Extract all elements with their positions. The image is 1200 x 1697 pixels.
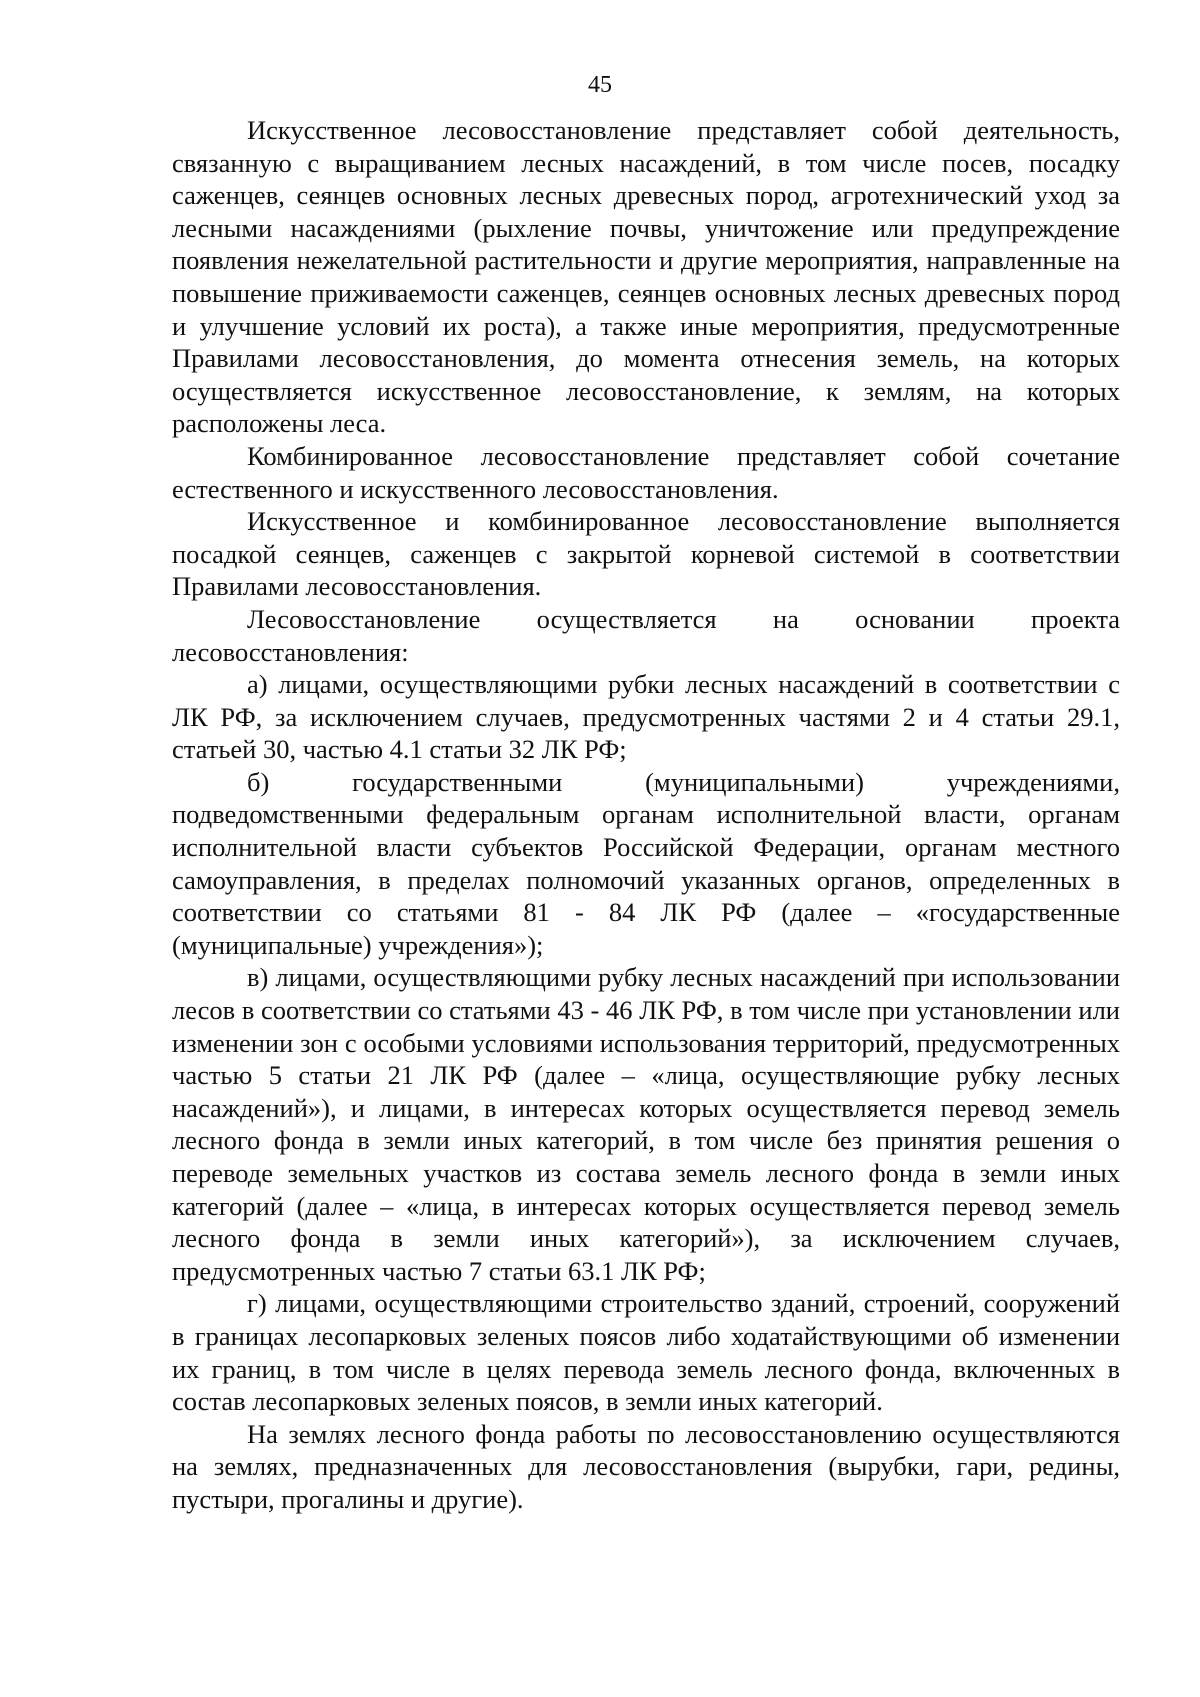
paragraph-forest-fund-lands: На землях лесного фонда работы по лесовосстановлению осуществляются на землях, предназначенных для лесовосстановления (вырубки, гари, редины, пустыри, прогалины и другие). [172, 1418, 1120, 1514]
paragraph-planting-method: Искусственное и комбинированное лесовосстановление выполняется посадкой сеянцев, саженцев с закрытой корневой системой в соответствии Правилами лесовосстановления. [172, 506, 1120, 602]
list-item-a: а) лицами, осуществляющими рубки лесных насаждений в соответствии с ЛК РФ, за исключением случаев, предусмотренных частями 2 и 4 статьи 29.1, статьей 30, частью 4.1 статьи 32 ЛК РФ; [172, 669, 1120, 765]
paragraph-artificial-reforestation: Искусственное лесовосстановление представляет собой деятельность, связанную с выращиванием лесных насаждений, в том числе посев, посадку саженцев, сеянцев основных лесных древесных пород, агротехнический уход за лесными насаждениями (рыхление почвы, уничтожение или предупреждение появления нежелательной растительности и другие мероприятия, направленные на повышение приживаемости саженцев, сеянцев основных лесных древесных пород и улучшение условий их роста), а также иные мероприятия, предусмотренные Правилами лесовосстановления, до момента отнесения земель, на которых осуществляется искусственное лесовосстановление, к землям, на которых расположены леса. [172, 115, 1120, 439]
paragraph-combined-reforestation: Комбинированное лесовосстановление представляет собой сочетание естественного и искусственного лесовосстановления. [172, 440, 1120, 504]
list-item-v: в) лицами, осуществляющими рубку лесных насаждений при использовании лесов в соответствии со статьями 43 - 46 ЛК РФ, в том числе при установлении или изменении зон с особыми условиями использования территорий, предусмотренных частью 5 статьи 21 ЛК РФ (далее – «лица, осуществляющие рубку лесных насаждений»), и лицами, в интересах которых осуществляется перевод земель лесного фонда в земли иных категорий, в том числе без принятия решения о переводе земельных участков из состава земель лесного фонда в земли иных категорий (далее – «лица, в интересах которых осуществляется перевод земель лесного фонда в земли иных категорий»), за исключением случаев, предусмотренных частью 7 статьи 63.1 ЛК РФ; [172, 962, 1120, 1286]
page-number: 45 [588, 72, 612, 98]
paragraph-project-basis: Лесовосстановление осуществляется на основании проекта лесовосстановления: [172, 603, 1120, 667]
list-item-b: б) государственными (муниципальными) учреждениями, подведомственными федеральным органам исполнительной власти, органам исполнительной власти субъектов Российской Федерации, органам местного самоуправления, в пределах полномочий указанных органов, определенных в соответствии со статьями 81 - 84 ЛК РФ (далее – «государственные (муниципальные) учреждения»); [172, 766, 1120, 960]
list-item-g: г) лицами, осуществляющими строительство зданий, строений, сооружений в границах лесопарковых зеленых поясов либо ходатайствующими об изменении их границ, в том числе в целях перевода земель лесного фонда, включенных в состав лесопарковых зеленых поясов, в земли иных категорий. [172, 1288, 1120, 1417]
document-body [172, 114, 1120, 1516]
